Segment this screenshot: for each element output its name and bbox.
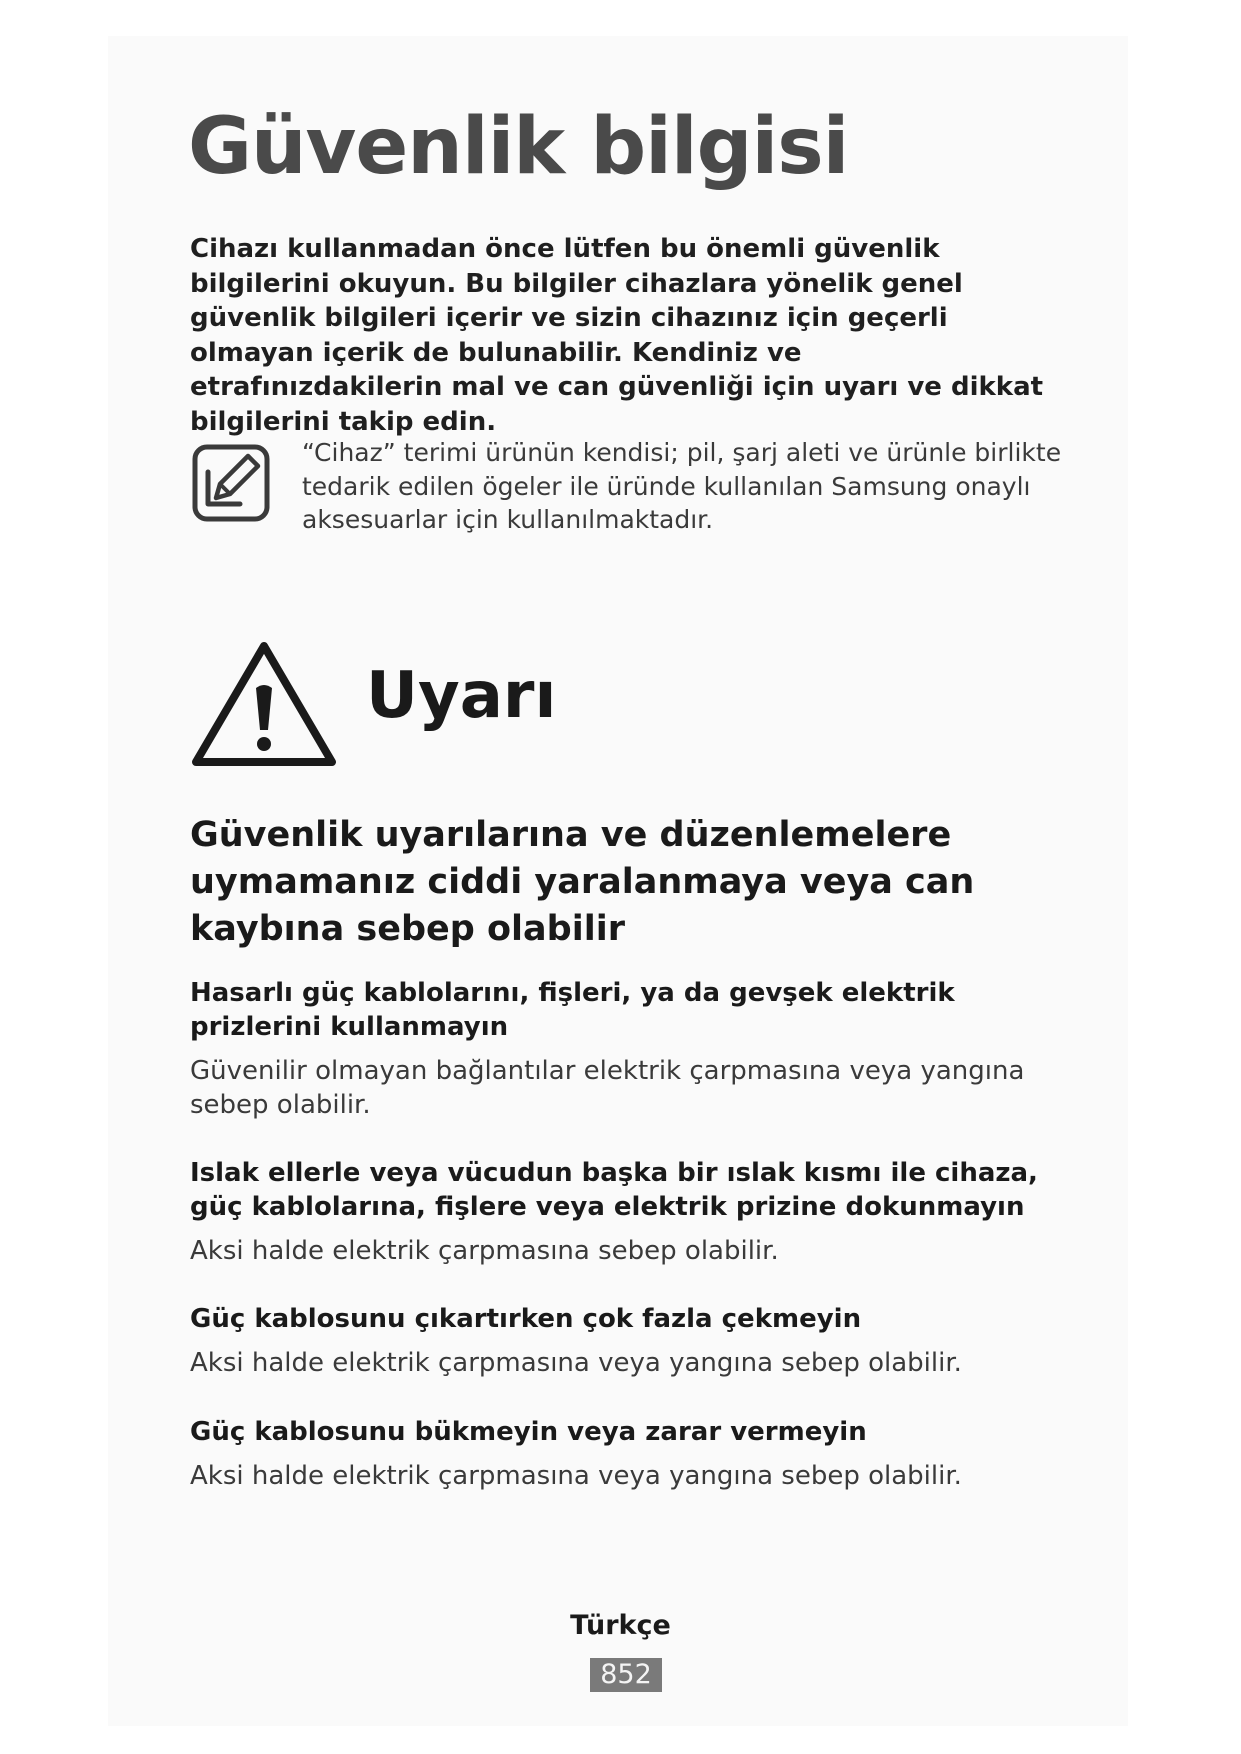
page-number: 852 <box>590 1658 662 1692</box>
list-item <box>190 1156 1060 1268</box>
item-body: Aksi halde elektrik çarpmasına sebep olabilir. <box>190 1236 779 1266</box>
intro-paragraph: Cihazı kullanmadan önce lütfen bu önemli güvenlik bilgilerini okuyun. Bu bilgiler cihazlara yönelik genel güvenlik bilgileri içerir ve sizin cihazınız için geçerli olmayan içerik de bulunabilir. Kendiniz ve etrafınızdakilerin mal ve can güvenliği için uyarı ve dikkat bilgilerini takip edin. <box>190 234 1044 437</box>
warning-title: Uyarı <box>366 659 557 733</box>
note-box <box>190 436 1070 546</box>
list-item <box>190 976 1060 1122</box>
item-title: Güç kablosunu bükmeyin veya zarar vermeyin <box>190 1417 867 1447</box>
warning-triangle-icon <box>190 638 338 770</box>
list-item <box>190 1302 1060 1380</box>
item-body: Aksi halde elektrik çarpmasına veya yangına sebep olabilir. <box>190 1348 962 1378</box>
note-pencil-icon <box>190 442 272 524</box>
list-item <box>190 1415 1060 1493</box>
item-title: Hasarlı güç kablolarını, fişleri, ya da gevşek elektrik prizlerini kullanmayın <box>190 978 955 1042</box>
item-body: Aksi halde elektrik çarpmasına veya yangına sebep olabilir. <box>190 1461 962 1491</box>
item-body: Güvenilir olmayan bağlantılar elektrik çarpmasına veya yangına sebep olabilir. <box>190 1056 1025 1120</box>
section-heading: Güvenlik uyarılarına ve düzenlemelere uymamanız ciddi yaralanmaya veya can kaybına sebep olabilir <box>190 815 975 949</box>
item-title: Güç kablosunu çıkartırken çok fazla çekmeyin <box>190 1304 862 1334</box>
note-text: “Cihaz” terimi ürünün kendisi; pil, şarj aleti ve ürünle birlikte tedarik edilen ögeler ile üründe kullanılan Samsung onaylı aksesuarlar için kullanılmaktadır. <box>302 438 1062 534</box>
page-title: Güvenlik bilgisi <box>188 102 849 192</box>
footer-language: Türkçe <box>570 1610 671 1641</box>
item-title: Islak ellerle veya vücudun başka bir ıslak kısmı ile cihaza, güç kablolarına, fişlere veya elektrik prizine dokunmayın <box>190 1158 1038 1222</box>
